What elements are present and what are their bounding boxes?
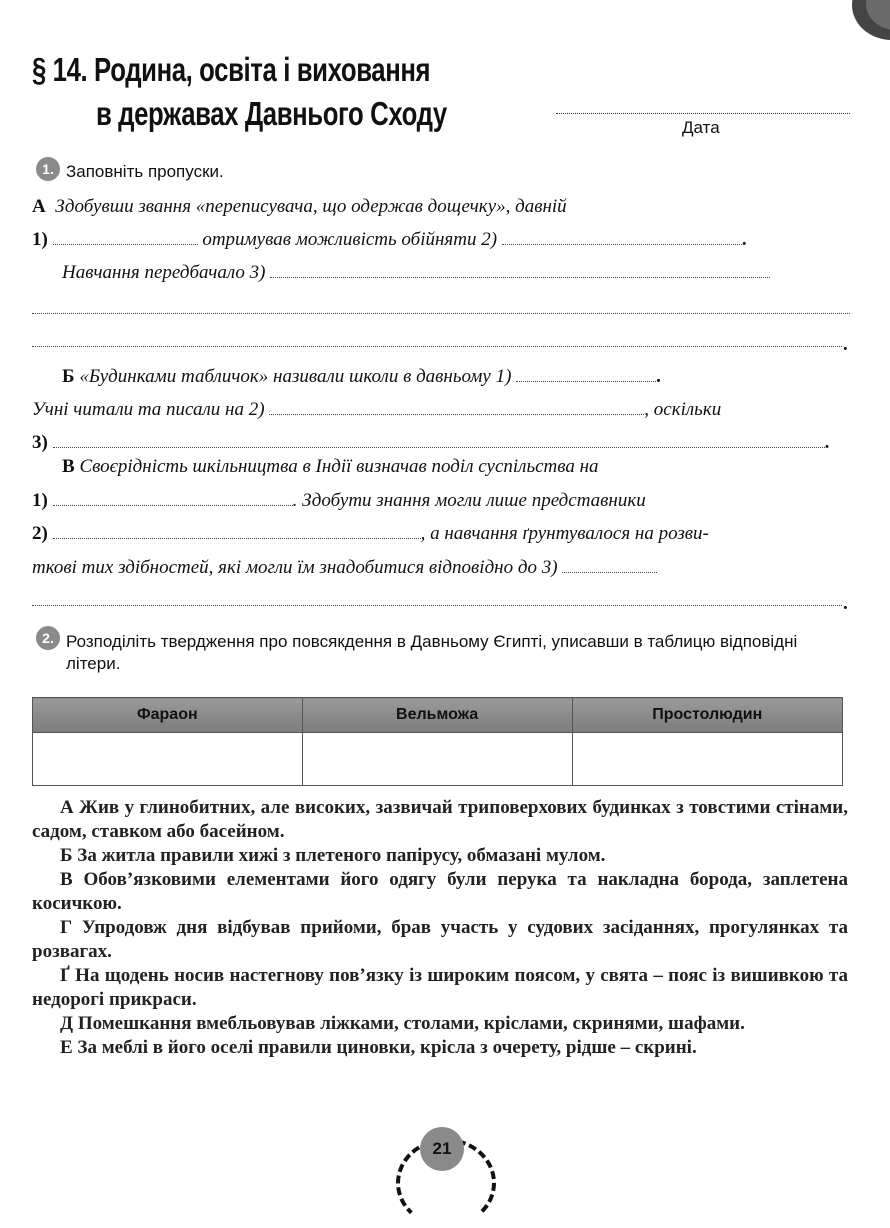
task1-c-period: . (843, 593, 848, 614)
statement-e: Е За меблі в його оселі правили циновки, крісла з очерету, рідше – скрині. (60, 1037, 697, 1058)
task1-c-n2: 2) (32, 523, 48, 544)
task1-b-text2-end: , оскільки (644, 399, 722, 420)
answer-cell-noble[interactable] (302, 733, 572, 786)
task1-b-line2 (32, 397, 850, 423)
task1-a-blank1[interactable] (53, 230, 198, 245)
task2-instruction: Розподіліть твердження про повсякдення в Давньому Єгипті, уписавши в таблицю відповідні літери. (66, 632, 798, 673)
task1-c-text1: Своєрідність шкільництва в Індії визначав поділ суспільства на (79, 456, 599, 477)
column-header-pharaoh: Фараон (33, 698, 303, 733)
task1-instruction: Заповніть пропуски. (66, 162, 224, 181)
statements-list (32, 796, 848, 1060)
task1-a-text1: Здобувши звання «переписувача, що одержав дощечку», давній (55, 196, 567, 217)
task1-b-text2: Учні читали та писали на 2) (32, 399, 265, 420)
task1-b-line3: 3) . (32, 432, 830, 453)
task1-c-letter: В (62, 456, 75, 477)
task1-c-line4 (32, 555, 850, 581)
date-label: Дата (682, 118, 720, 137)
page-number: 21 (420, 1127, 464, 1171)
statement-b: Б За житла правили хижі з плетеного папірусу, обмазані мулом. (60, 845, 606, 866)
task1-b-text1: «Будинками табличок» називали школи в давньому 1) (79, 366, 512, 387)
task1-b-line1: Б «Будинками табличок» називали школи в давньому 1) . (62, 366, 661, 387)
task1-b-blank3[interactable] (53, 433, 825, 448)
column-header-noble: Вельможа (302, 698, 572, 733)
task1-c-blank3-cont[interactable] (32, 605, 842, 606)
page-title (32, 48, 447, 136)
answer-cell-commoner[interactable] (572, 733, 842, 786)
task1-a-line3 (62, 260, 850, 286)
task1-c-blank2[interactable] (53, 524, 421, 539)
task1-number-badge: 1. (36, 157, 60, 181)
title-line-2: в державах Давнього Сходу (95, 95, 447, 132)
task1-c-text2: . Здобути знання могли лише представники (292, 490, 646, 511)
task1-a-period: . (843, 334, 848, 355)
task1-a-letter: А (32, 196, 46, 217)
task1-c-n1: 1) (32, 490, 48, 511)
statement-d: Д Помешкання вмебльовував ліжками, столами, кріслами, скринями, шафами. (60, 1013, 745, 1034)
task1-b-letter: Б (62, 366, 75, 387)
task1-c-text3: , а навчання ґрунтувалося на розви- (420, 523, 709, 544)
task1-a-line1 (32, 194, 850, 220)
statement-g: Г Упродовж дня відбував прийоми, брав участь у судових засіданнях, прогулянках та розвагах. (32, 917, 848, 962)
task2-number-badge: 2. (36, 626, 60, 650)
task1-a-blank2[interactable] (502, 230, 742, 245)
task1-c-blank3[interactable] (562, 558, 657, 573)
task1-c-text4: ткові тих здібностей, які могли їм знадобитися відповідно до 3) (32, 557, 558, 578)
task1-c-line3 (32, 521, 850, 547)
distribution-table (32, 697, 843, 786)
task1-c-line2 (32, 488, 850, 514)
task1-b-blank2[interactable] (269, 400, 644, 415)
task1-b-n3: 3) (32, 432, 48, 453)
column-header-commoner: Простолюдин (572, 698, 842, 733)
task1-c-line1 (62, 454, 850, 480)
answer-cell-pharaoh[interactable] (33, 733, 303, 786)
task1-a-line2: 1) отримував можливість обійняти 2) . (32, 229, 747, 250)
task1-a-blank3[interactable] (270, 263, 770, 278)
task1-a-blank3-cont1[interactable] (32, 313, 850, 314)
task1-c-blank1[interactable] (53, 491, 293, 506)
statement-a: А Жив у глинобитних, але високих, зазвичай триповерхових будинках з товстими стінами, садом, ставком або басейном. (32, 797, 848, 842)
task1-a-blank3-cont2[interactable] (32, 346, 842, 347)
statement-gg: Ґ На щодень носив настегнову пов’язку із широким поясом, у свята – пояс із вишивкою та недорогі прикраси. (32, 965, 848, 1010)
task1-a-text3: Навчання передбачало 3) (62, 262, 266, 283)
statement-v: В Обов’язковими елементами його одягу були перука та накладна борода, заплетена косичкою. (32, 869, 848, 914)
task1-a-n1: 1) (32, 229, 48, 250)
task1-a-text2: отримував можливість обійняти 2) (202, 229, 498, 250)
date-field[interactable] (556, 113, 850, 114)
task1-b-blank1[interactable] (516, 367, 656, 382)
title-line-1: § 14. Родина, освіта і виховання (32, 51, 431, 88)
